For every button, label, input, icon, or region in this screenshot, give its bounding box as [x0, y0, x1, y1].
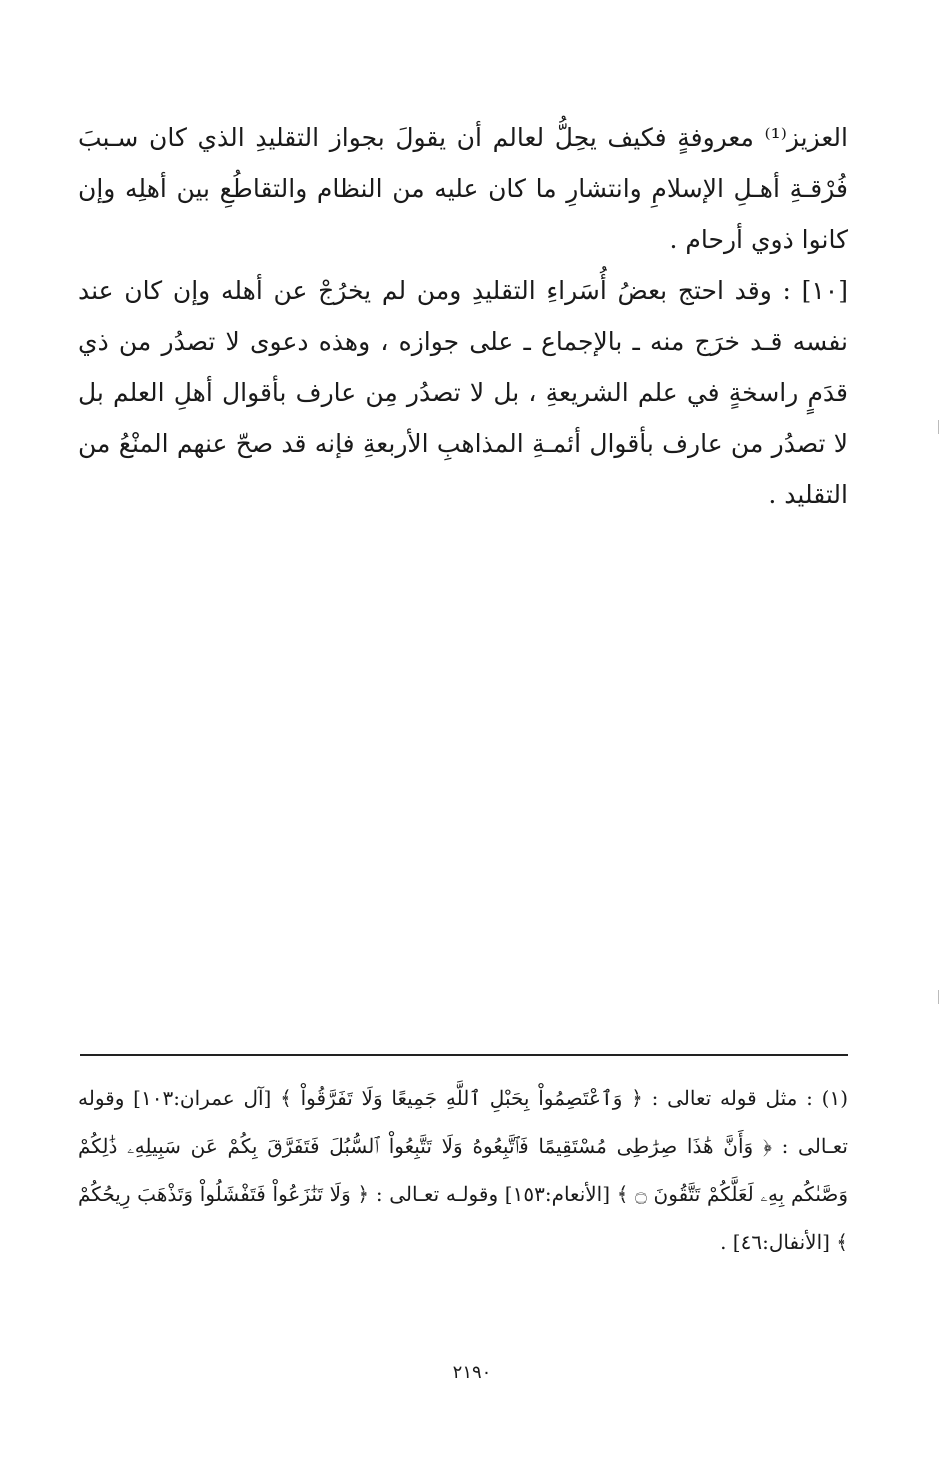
footnote-1: (١) : مثل قوله تعالى : ﴿ وَٱعْتَصِمُواْ بِحَبْلِ ٱللَّهِ جَمِيعًا وَلَا تَفَرَّقُواْ ﴾ [آل عمران:١٠٣] وقوله تعـالى : ﴿ وَأَنَّ هَٰذَا صِرَٰطِى مُسْتَقِيمًا فَٱتَّبِعُوهُ وَلَا تَتَّبِعُواْ ٱلسُّبُلَ فَتَفَرَّقَ بِكُمْ عَن سَبِيلِهِۦ ذَٰلِكُمْ وَصَّىٰكُم بِهِۦ لَعَلَّكُمْ تَتَّقُونَ ۝ ﴾ [الأنعام:١٥٣] وقولـه تعـالى : ﴿ وَلَا تَنَٰزَعُواْ فَتَفْشَلُواْ وَتَذْهَبَ رِيحُكُمْ ﴾ [الأنفال:٤٦] . [78, 1086, 848, 1254]
paragraph-2-text: : وقد احتج بعضُ أُسَراءِ التقليدِ ومن لم يخرُجْ عن أهله وإن كان عند نفسه قـد خرَج منه ـ بالإجماع ـ على جوازه ، وهذه دعوى لا تصدُر من ذي قدَمٍ راسخةٍ في علم الشريعةِ ، بل لا تصدُر مِن عارف بأقوال أهلِ العلم بل لا تصدُر من عارف بأقوال أئمـةِ المذاهبِ الأربعةِ فإنه قد صحّ عنهم المنْعُ من التقليد . [78, 276, 848, 509]
main-text [78, 112, 848, 520]
paragraph-number: [١٠] [801, 276, 848, 305]
paragraph-2 [78, 265, 848, 520]
scan-edge-mark [938, 990, 939, 1004]
footnotes [78, 1074, 848, 1266]
footnote-divider [80, 1054, 848, 1056]
page-number: ٢١٩٠ [452, 1362, 492, 1383]
scan-edge-mark [938, 420, 939, 434]
paragraph-1: العزيز⁽¹⁾ معروفةٍ فكيف يحِلُّ لعالم أن يقولَ بجواز التقليدِ الذي كان سـببَ فُرْقـةِ أهـلِ الإسلامِ وانتشارِ ما كان عليه من النظام والتقاطُعِ بين أهلِه وإن كانوا ذوي أرحام . [78, 123, 848, 254]
